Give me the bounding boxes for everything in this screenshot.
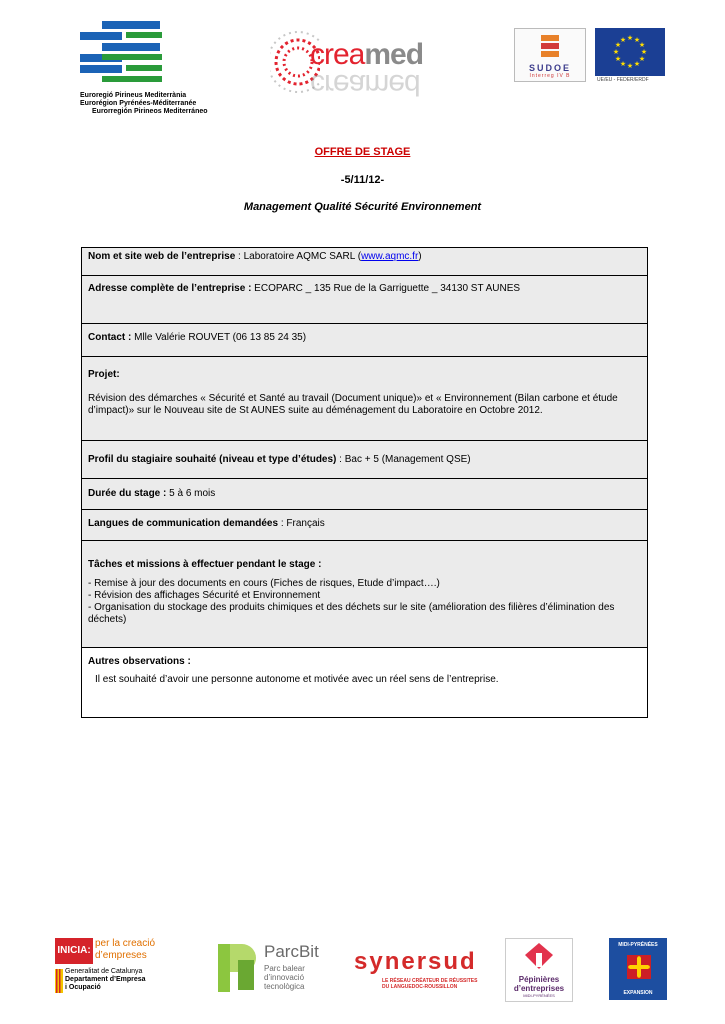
parcbit-mark-icon <box>216 940 260 994</box>
eu-caption: UE/EU - FEDER/ERDF <box>597 77 649 83</box>
row-languages <box>82 510 647 541</box>
pepinieres-logo <box>505 938 573 1002</box>
page-title: OFFRE DE STAGE <box>314 146 411 158</box>
row-address <box>82 276 647 324</box>
svg-text:★: ★ <box>638 41 646 49</box>
languages-value: : Français <box>278 518 325 529</box>
sudoe-logo <box>514 28 586 82</box>
parcbit-logo <box>216 940 326 994</box>
row-project <box>82 357 647 441</box>
euroregion-mark-icon <box>80 18 210 84</box>
pepinieres-line-1: Pépinières <box>518 975 560 984</box>
eu-flag-icon <box>595 28 665 76</box>
parcbit-sub-line-3: tecnològica <box>264 982 305 991</box>
svg-text:★: ★ <box>612 48 620 56</box>
company-close: ) <box>418 251 422 262</box>
synersud-sub-line-1: LE RÉSEAU CRÉATEUR DE RÉUSSITES <box>382 978 478 984</box>
offer-date: -5/11/12- <box>340 174 385 186</box>
creamed-reflection: creamed <box>310 68 420 101</box>
observations-text: Il est souhaité d’avoir une personne autonome et motivée avec un réel sens de l’entreprise. <box>95 674 499 685</box>
parcbit-sub <box>264 964 305 991</box>
inicia-tagline <box>95 938 155 962</box>
task-item: - Organisation du stockage des produits chimiques et des déchets sur le site (amélioration des filières d’élimination des déchets) <box>88 602 615 625</box>
tasks-label: Tâches et missions à effectuer pendant le stage : <box>88 559 322 570</box>
euroregion-line-ca: Euroregió Pirineus Mediterrània <box>80 92 187 99</box>
euroregion-line-es: Eurorregión Pirineos Mediterráneo <box>92 108 208 115</box>
catalonia-flag-icon <box>55 969 63 993</box>
midi-bottom-label: EXPANSION <box>623 990 653 996</box>
row-contact <box>82 324 647 357</box>
languages-label: Langues de communication demandées <box>88 518 279 529</box>
creamed-wordmark: creamed <box>310 38 424 71</box>
duration-label: Durée du stage : <box>88 488 167 499</box>
address-label: Adresse complète de l’entreprise : <box>88 283 252 294</box>
svg-text:★: ★ <box>614 55 622 63</box>
inicia-tag-line-2: d’empreses <box>95 950 147 961</box>
svg-text:★: ★ <box>614 41 622 49</box>
contact-label: Contact : <box>88 332 132 343</box>
svg-text:★: ★ <box>626 34 634 42</box>
svg-text:★: ★ <box>619 36 627 44</box>
parcbit-sub-line-1: Parc balear <box>264 964 305 973</box>
generalitat-line-1: Generalitat de Catalunya <box>65 968 143 975</box>
pepinieres-region: MIDI-PYRÉNÉES <box>523 993 555 998</box>
svg-text:★: ★ <box>638 55 646 63</box>
project-text: Révision des démarches « Sécurité et Santé au travail (Document unique)» et « Environnement (Bilan carbone et étude d’impact)» sur le Nouveau site de St AUNES suite au déménagement du Laboratoire en Octobre 2012. <box>88 393 618 416</box>
synersud-sub-line-2: DU LANGUEDOC-ROUSSILLON <box>382 984 458 990</box>
pepinieres-text <box>506 975 572 993</box>
midi-top-label: MIDI-PYRÉNÉES <box>618 942 658 948</box>
eu-stars-icon <box>595 28 665 76</box>
inicia-logo <box>55 938 173 996</box>
synersud-logo <box>354 948 484 994</box>
pepinieres-line-2: d’entreprises <box>513 984 565 993</box>
offer-subtitle: Management Qualité Sécurité Environnement <box>243 201 482 213</box>
parcbit-sub-line-2: d’innovació <box>264 973 305 982</box>
task-item: - Révision des affichages Sécurité et Environnement <box>88 590 321 601</box>
euroregion-logo <box>80 18 210 120</box>
inicia-tag-line-1: per la creació <box>95 938 156 949</box>
company-website-link[interactable]: www.aqmc.fr <box>361 251 419 262</box>
inicia-badge: INICIA: <box>55 938 93 964</box>
synersud-wordmark: synersud <box>354 948 477 975</box>
generalitat-line-3: i Ocupació <box>65 984 101 991</box>
profile-value: : Bac + 5 (Management QSE) <box>336 454 471 465</box>
pepinieres-mark-icon <box>506 939 572 973</box>
midi-pyrenees-expansion-logo <box>609 938 667 1000</box>
row-observations <box>82 648 647 717</box>
observations-label: Autres observations : <box>88 656 191 667</box>
svg-text:★: ★ <box>619 60 627 68</box>
company-label: Nom et site web de l’entreprise <box>88 251 236 262</box>
project-label: Projet: <box>88 369 120 380</box>
synersud-sub <box>382 978 477 990</box>
sudoe-mark-icon <box>515 29 585 63</box>
svg-text:★: ★ <box>640 48 648 56</box>
parcbit-wordmark: ParcBit <box>264 942 319 961</box>
row-duration <box>82 479 647 510</box>
contact-value: Mlle Valérie ROUVET (06 13 85 24 35) <box>131 332 307 343</box>
company-value: : Laboratoire AQMC SARL ( <box>235 251 362 262</box>
row-tasks <box>82 541 647 648</box>
generalitat-line-2: Departament d’Empresa <box>65 976 146 983</box>
sudoe-label: SUDOE <box>528 63 571 73</box>
euroregion-line-fr: Eurorégion Pyrénées-Méditerranée <box>80 100 197 107</box>
svg-text:★: ★ <box>633 36 641 44</box>
row-profile <box>82 441 647 479</box>
duration-value: 5 à 6 mois <box>166 488 216 499</box>
creamed-logo <box>270 22 424 104</box>
offer-table <box>81 247 648 718</box>
task-item: - Remise à jour des documents en cours (Fiches de risques, Etude d’impact….) <box>88 578 440 589</box>
profile-label: Profil du stagiaire souhaité (niveau et type d’études) <box>88 454 337 465</box>
occitan-cross-icon <box>627 955 651 979</box>
sudoe-sub: Interreg IV B <box>529 73 571 79</box>
svg-text:★: ★ <box>633 60 641 68</box>
generalitat-text <box>65 968 146 992</box>
svg-text:★: ★ <box>626 62 634 70</box>
row-company <box>82 248 647 276</box>
address-value: ECOPARC _ 135 Rue de la Garriguette _ 34130 ST AUNES <box>251 283 521 294</box>
